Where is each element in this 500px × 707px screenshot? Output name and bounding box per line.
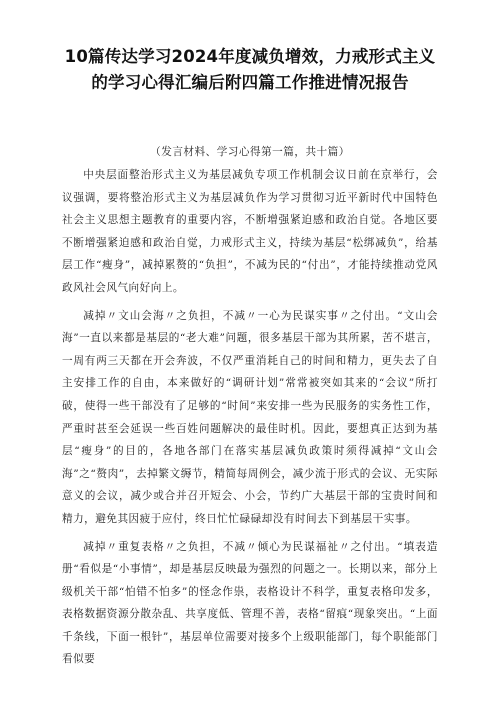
- document-title: 10篇传达学习2024年度减负增效，力戒形式主义的学习心得汇编后附四篇工作推进情况报告: [64, 47, 436, 92]
- body-paragraph: 减掉〃文山会海〃之负担，不减〃一心为民谋实事〃之付出。“文山会海”一直以来都是基层的“老大难”问题，很多基层干部为其所累，苦不堪言，一周有两三天都在开会奔波，不仅严重消耗自己的时间和精力，更失去了自主安排工作的自由，本来做好的“调研计划”常常被突如其来的“会议”所打破，使得一些干部没有了足够的“时间”来安排一些为民服务的实务性工作，严重时甚至会延误一些百姓问题解决的最佳时机。因此，要想真正达到为基层“瘦身”的目的，各地各部门在落实基层减负政策时须得减掉“文山会海”之“赘肉”，去掉繁文缛节，精简每周例会，减少流于形式的会议、无实际意义的会议，减少或合并召开短会、小会，节约广大基层干部的宝贵时间和精力，避免其因疲于应付，终日忙忙碌碌却没有时间去下到基层干实事。: [62, 309, 438, 525]
- document-body: [62, 164, 438, 671]
- body-paragraph: 减掉〃重复表格〃之负担，不减〃倾心为民谋福祉〃之付出。“填表造册“看似是“小事情”，却是基层反映最为强烈的问题之一。长期以来，部分上级机关干部“怕错不怕多”的怪念作祟，表格设计不科学，重复表格印发多，表格数据资源分散杂乱、共享度低、管理不善，表格“留痕“现象突出。“上面千条线，下面一根针”，基层单位需要对接多个上级职能部门，每个职能部门看似要: [62, 540, 438, 666]
- document-subtitle: （发言材料、学习心得第一篇，共十篇）: [150, 146, 350, 158]
- body-paragraph: 中央层面整治形式主义为基层减负专项工作机制会议日前在京举行，会议强调，要将整治形式主义为基层减负作为学习贯彻习近平新时代中国特色社会主义思想主题教育的重要内容，不断增强紧迫感和政治自觉。各地区要不断增强紧迫感和政治自觉，力戒形式主义，持续为基层“松绑减负”，给基层工作“瘦身”，减掉累赘的“负担”，不减为民的“付出”，才能持续推动党风政风社会风气向好向上。: [62, 169, 438, 294]
